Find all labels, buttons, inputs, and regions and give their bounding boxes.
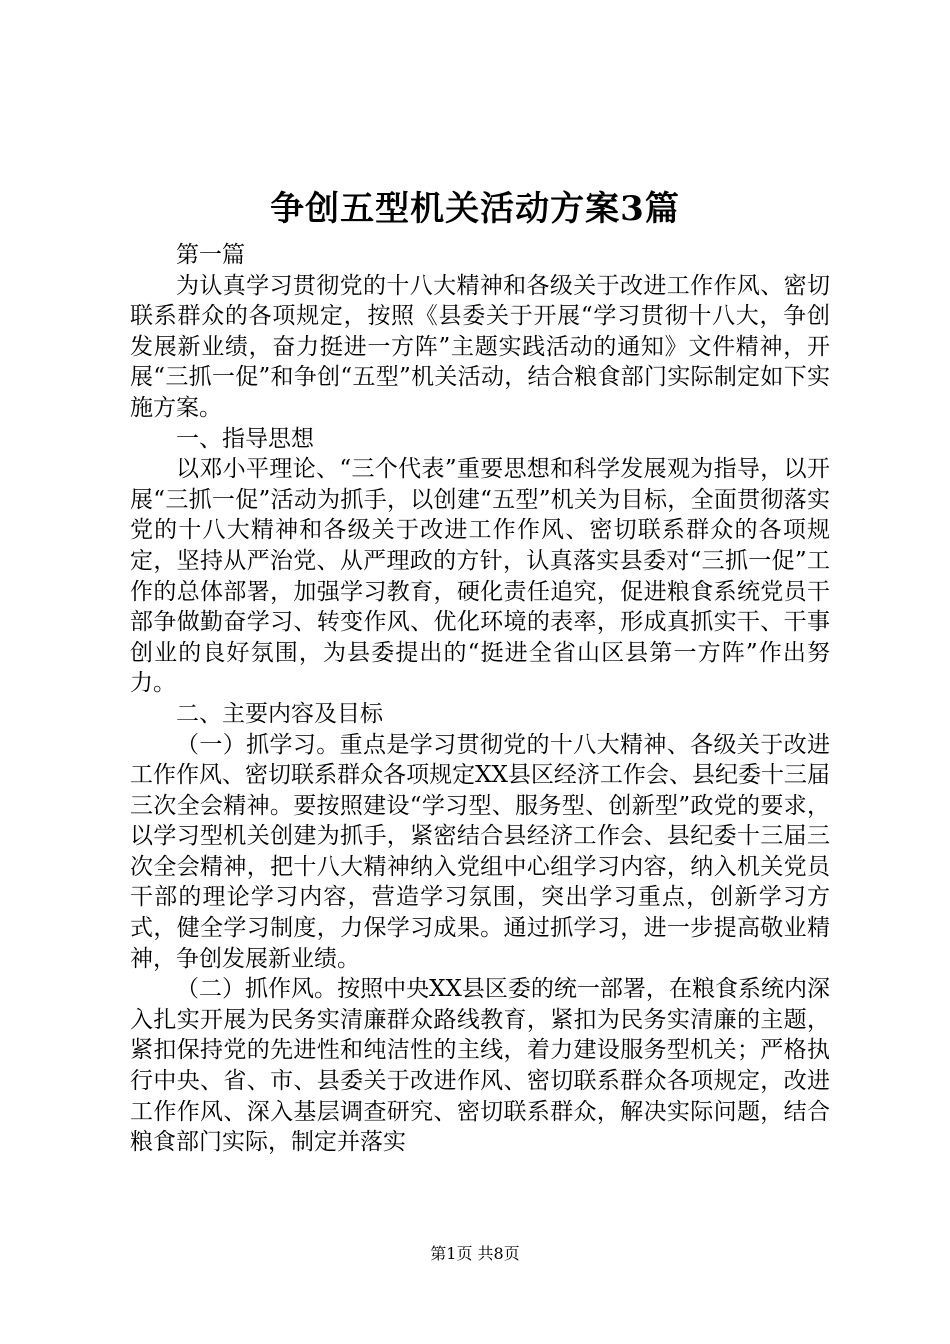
study-paragraph: （一）抓学习。重点是学习贯彻党的十八大精神、各级关于改进工作作风、密切联系群众各项规定XX县区经济工作会、县纪委十三届三次全会精神。要按照建设“学习型、服务型、创新型”政党的要求，以学习型机关创建为抓手，紧密结合县经济工作会、县纪委十三届三次全会精神，把十八大精神纳入党组中心组学习内容，纳入机关党员干部的理论学习内容，营造学习氛围，突出学习重点，创新学习方式，健全学习制度，力保学习成果。通过抓学习，进一步提高敬业精神，争创发展新业绩。 — [130, 731, 830, 972]
document-body — [130, 240, 830, 1158]
document-title: 争创五型机关活动方案3篇 — [270, 189, 680, 229]
intro-paragraph: 为认真学习贯彻党的十八大精神和各级关于改进工作作风、密切联系群众的各项规定，按照《县委关于开展“学习贯彻十八大，争创发展新业绩，奋力挺进一方阵”主题实践活动的通知》文件精神，开展“三抓一促”和争创“五型”机关活动，结合粮食部门实际制定如下实施方案。 — [130, 272, 830, 421]
section-heading-part-one: 第一篇 — [176, 242, 245, 268]
guiding-ideology-paragraph: 以邓小平理论、“三个代表”重要思想和科学发展观为指导，以开展“三抓一促”活动为抓手，以创建“五型”机关为目标，全面贯彻落实党的十八大精神和各级关于改进工作作风、密切联系群众的各项规定，坚持从严治党、从严理政的方针，认真落实县委对“三抓一促”工作的总体部署，加强学习教育，硬化责任追究，促进粮食系统党员干部争做勤奋学习、转变作风、优化环境的表率，形成真抓实干、干事创业的良好氛围，为县委提出的“挺进全省山区县第一方阵”作出努力。 — [130, 456, 830, 697]
page-footer: 第1页 共8页 — [430, 1244, 520, 1263]
work-style-paragraph: （二）抓作风。按照中央XX县区委的统一部署，在粮食系统内深入扎实开展为民务实清廉群众路线教育，紧扣为民务实清廉的主题，紧扣保持党的先进性和纯洁性的主线，着力建设服务型机关；严格执行中央、省、市、县委关于改进作风、密切联系群众各项规定，改进工作作风、深入基层调查研究、密切联系群众，解决实际问题，结合粮食部门实际，制定并落实 — [130, 976, 830, 1156]
section-heading-main-content: 二、主要内容及目标 — [176, 700, 383, 727]
section-heading-guiding-ideology: 一、指导思想 — [176, 425, 314, 452]
